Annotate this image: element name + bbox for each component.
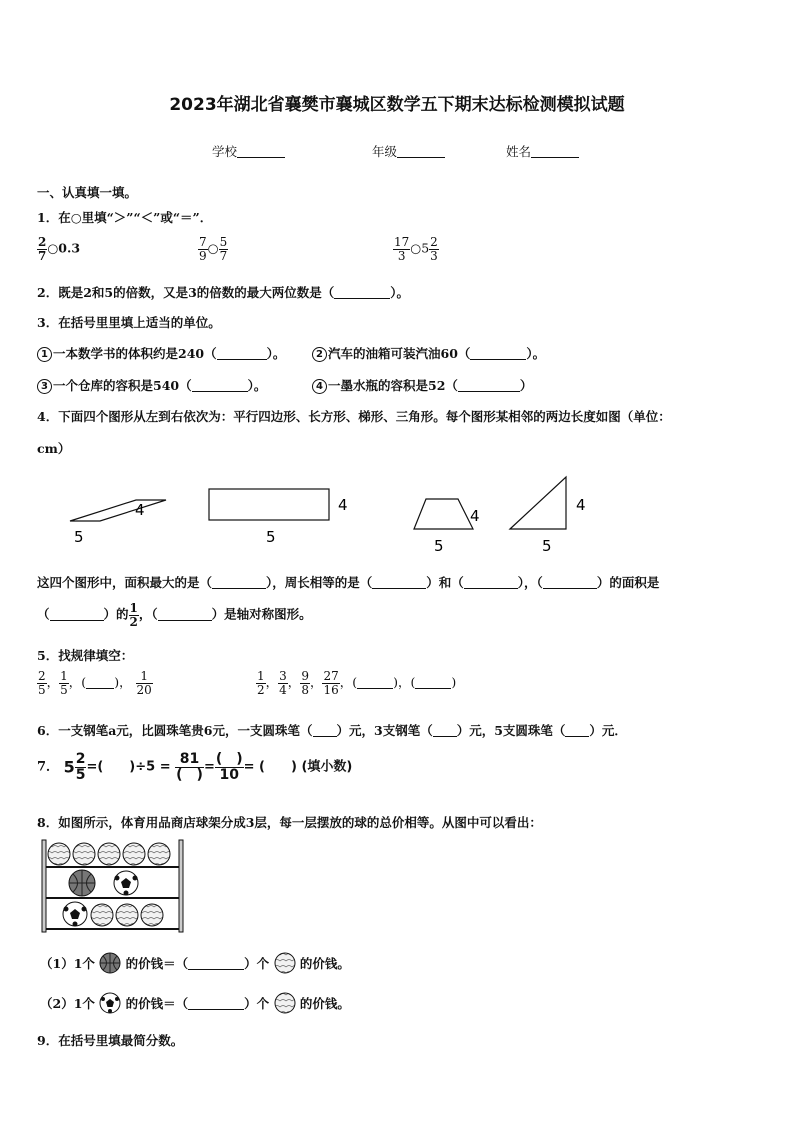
q4-line-2: （ ）的 $\frac{1}{2}$ ，（ ）是轴对称图形。: [37, 601, 312, 629]
volleyball-icon: [274, 992, 296, 1014]
question-4: 4．下面四个图形从左到右依次为：平行四边形、长方形、梯形、三角形。每个图形某相邻的两边长度如图（单位：: [37, 409, 671, 424]
q3-item-3: 3 一个仓库的容积是540（ ）。: [37, 376, 266, 394]
q5-sequence-2: $\frac{1}{2}$ ， $\frac{3}{4}$ ， $\frac{9}{8}$ ， $\frac{27}{16}$ ，( )，( ): [257, 669, 457, 697]
q8-line-2: （2）1个 的价钱＝（ ）个 的价钱。: [40, 992, 350, 1014]
question-8: 8．如图所示，体育用品商店球架分成3层，每一层摆放的球的总价相等。从图中可以看出：: [37, 815, 542, 830]
rectangle-base-label: 5: [266, 528, 276, 546]
q4-unit: cm）: [37, 441, 71, 456]
volleyball-icon: [123, 843, 145, 865]
volleyball-icon: [48, 843, 70, 865]
basketball-icon: [69, 870, 95, 896]
volleyball-icon: [91, 904, 113, 926]
section-heading: 一、认真填一填。: [37, 185, 138, 200]
rectangle-shape: [209, 489, 329, 520]
question-6: 6．一支钢笔a元，比圆珠笔贵6元，一支圆珠笔（ ）元，3支钢笔（ ）元，5支圆珠笔（ ）元．: [37, 723, 627, 738]
volleyball-icon: [274, 952, 296, 974]
page-title: 2023年湖北省襄樊市襄城区数学五下期末达标检测模拟试题: [169, 95, 625, 115]
volleyball-icon: [148, 843, 170, 865]
parallelogram-side-label: 4: [135, 501, 145, 519]
parallelogram-shape: [70, 500, 166, 521]
answer-blank[interactable]: [334, 286, 390, 299]
question-2: 2．既是2和5的倍数，又是3的倍数的最大两位数是（ ）。: [37, 285, 410, 300]
q3-item-2: 2 汽车的油箱可装汽油60（ ）。: [312, 344, 545, 362]
question-5: 5．找规律填空：: [37, 648, 134, 663]
soccer-ball-icon: [63, 902, 87, 927]
triangle-shape: [510, 477, 566, 529]
volleyball-icon: [98, 843, 120, 865]
question-7: 7． 5 $\frac{2}{5}$ =( )÷5 = $\frac{81}{( )}$ = $\frac{( )}{10}$ = ( ) (填小数): [37, 751, 353, 783]
soccer-ball-icon: [99, 992, 121, 1014]
q4-line-1: 这四个图形中，面积最大的是（ ），周长相等的是（ ）和（ ），（ ）的面积是: [37, 575, 660, 590]
parallelogram-base-label: 5: [74, 528, 84, 546]
q5-sequence-1: $\frac{2}{5}$ ， $\frac{1}{5}$ ，( )， $\frac{1}{20}$: [38, 669, 152, 697]
trapezoid-side-label: 4: [470, 507, 480, 525]
grade-field[interactable]: 年级: [372, 142, 445, 160]
volleyball-icon: [116, 904, 138, 926]
q1-item-b: $\frac{7}{9}$ ○ $\frac{5}{7}$: [199, 235, 228, 263]
soccer-ball-icon: [114, 871, 138, 896]
question-3: 3．在括号里里填上适当的单位。: [37, 315, 221, 330]
q8-line-1: （1）1个 的价钱＝（ ）个 的价钱。: [40, 952, 350, 974]
question-1: 1．在○里填“＞”“＜”或“＝”．: [37, 210, 213, 225]
rectangle-side-label: 4: [338, 496, 348, 514]
volleyball-icon: [141, 904, 163, 926]
ball-rack-figure: [40, 838, 185, 934]
school-field[interactable]: 学校: [212, 142, 285, 160]
q3-item-4: 4 一墨水瓶的容积是52（ ）: [312, 376, 532, 394]
q1-item-a: $\frac{2}{7}$ ○0.3: [38, 235, 81, 263]
trapezoid-base-label: 5: [434, 537, 444, 555]
triangle-side-label: 4: [576, 496, 586, 514]
trapezoid-shape: [414, 499, 473, 529]
q3-item-1: 1 一本数学书的体积约是240（ ）。: [37, 344, 285, 362]
question-9: 9．在括号里填最简分数。: [37, 1033, 184, 1048]
volleyball-icon: [73, 843, 95, 865]
basketball-icon: [99, 952, 121, 974]
triangle-base-label: 5: [542, 537, 552, 555]
name-field[interactable]: 姓名: [506, 142, 579, 160]
q4-figures: [30, 470, 630, 560]
q1-item-c: $\frac{17}{3}$ ○5 $\frac{2}{3}$: [394, 235, 438, 263]
